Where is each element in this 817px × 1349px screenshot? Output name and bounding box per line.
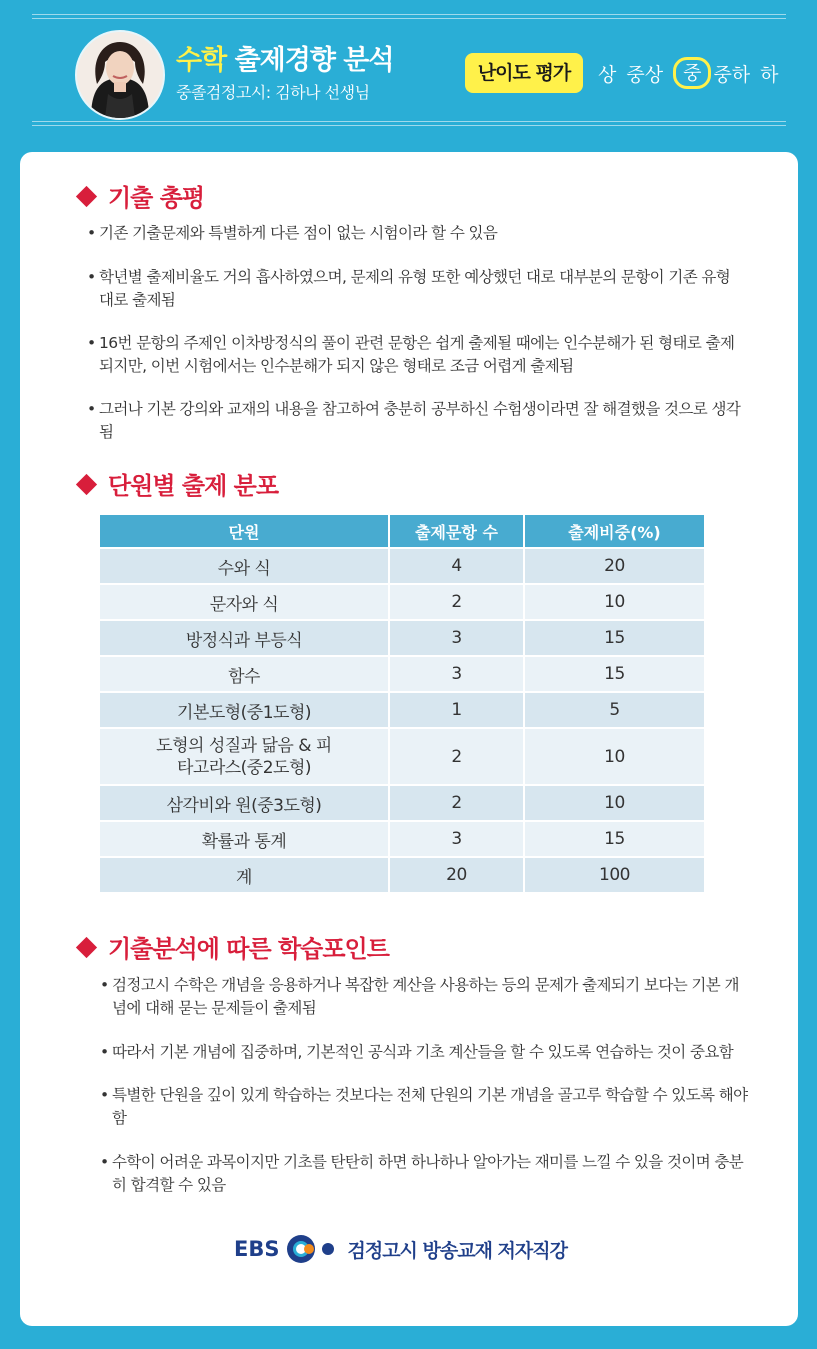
ebs-logo-icon [285, 1232, 337, 1266]
summary-bullet: • 기존 기출문제와 특별하게 다른 점이 없는 시험이라 할 수 있음 [87, 224, 498, 242]
level-low: 하 [760, 63, 779, 86]
ratio-cell: 10 [525, 729, 704, 784]
points-bullet: • 수학이 어려운 과목이지만 기초를 탄탄히 하면 하나하나 알아가는 재미를 느낄 수 있을 것이며 충분히 합격할 수 있음 [100, 1153, 744, 1194]
footer-text: 검정고시 방송교재 저자직강 [347, 1239, 567, 1262]
level-high: 상 [598, 63, 617, 86]
table-header: 출제문항 수 [390, 515, 523, 547]
header-divider-top-2 [32, 18, 786, 19]
content-card [20, 152, 798, 1326]
ratio-cell: 15 [525, 822, 704, 856]
table-row [100, 786, 704, 820]
points-section-title: 기출분석에 따른 학습포인트 [76, 929, 389, 964]
table-row [100, 549, 704, 583]
table-header: 단원 [100, 515, 388, 547]
count-cell: 3 [390, 621, 523, 655]
distribution-table [98, 513, 706, 894]
summary-bullet: • 16번 문항의 주제인 이차방정식의 풀이 관련 문항은 쉽게 출제될 때에는 인수분해가 된 형태로 출제되지만, 이번 시험에서는 인수분해가 되지 않은 형태로 조금 어렵게 출제됨 [87, 334, 735, 375]
table-row [100, 693, 704, 727]
header-divider-bottom [32, 121, 786, 122]
footer [234, 1232, 567, 1266]
ratio-cell: 5 [525, 693, 704, 727]
teacher-subtitle: 중졸검정고시: 김하나 선생님 [176, 83, 370, 102]
table-row [100, 585, 704, 619]
unit-cell: 기본도형(중1도형) [100, 693, 388, 727]
unit-cell: 함수 [100, 657, 388, 691]
unit-cell: 도형의 성질과 닮음 & 피타고라스(중2도형) [100, 729, 388, 784]
header-divider-bottom-2 [32, 125, 786, 126]
count-cell: 2 [390, 786, 523, 820]
ratio-cell: 15 [525, 657, 704, 691]
points-bullet: • 검정고시 수학은 개념을 응용하거나 복잡한 계산을 사용하는 등의 문제가 출제되기 보다는 기본 개념에 대해 묻는 문제들이 출제됨 [100, 976, 739, 1017]
diamond-icon [76, 186, 97, 207]
table-row [100, 822, 704, 856]
ratio-cell: 15 [525, 621, 704, 655]
summary-bullet: • 그러나 기본 강의와 교재의 내용을 참고하여 충분히 공부하신 수험생이라면 잘 해결했을 것으로 생각됨 [87, 400, 741, 441]
summary-bullet: • 학년별 출제비율도 거의 흡사하였으며, 문제의 유형 또한 예상했던 대로 대부분의 문항이 기존 유형대로 출제됨 [87, 268, 731, 309]
table-row [100, 621, 704, 655]
header-divider-top [32, 14, 786, 15]
points-bullet: • 따라서 기본 개념에 집중하며, 기본적인 공식과 기초 계산들을 할 수 있도록 연습하는 것이 중요함 [100, 1043, 734, 1061]
count-cell: 1 [390, 693, 523, 727]
distribution-section-title: 단원별 출제 분포 [76, 466, 278, 501]
count-cell: 3 [390, 657, 523, 691]
ratio-cell: 10 [525, 585, 704, 619]
unit-cell: 확률과 통계 [100, 822, 388, 856]
difficulty-badge: 난이도 평가 [465, 53, 583, 93]
ratio-cell: 10 [525, 786, 704, 820]
unit-cell: 계 [100, 858, 388, 892]
unit-cell: 문자와 식 [100, 585, 388, 619]
diamond-icon [76, 474, 97, 495]
difficulty-levels [598, 58, 789, 88]
table-row [100, 729, 704, 784]
title-text: 출제경향 분석 [226, 45, 394, 76]
level-mid-selected: 중 [673, 57, 711, 89]
count-cell: 20 [390, 858, 523, 892]
level-upper-mid: 중상 [626, 63, 664, 86]
ratio-cell: 20 [525, 549, 704, 583]
table-total-row [100, 858, 704, 892]
count-cell: 2 [390, 729, 523, 784]
summary-section-title: 기출 총평 [76, 178, 204, 213]
ebs-brand: EBS [234, 1237, 280, 1261]
points-bullet: • 특별한 단원을 깊이 있게 학습하는 것보다는 전체 단원의 기본 개념을 골고루 학습할 수 있도록 해야 함 [100, 1086, 748, 1127]
table-row [100, 657, 704, 691]
count-cell: 2 [390, 585, 523, 619]
table-header: 출제비중(%) [525, 515, 704, 547]
unit-cell: 삼각비와 원(중3도형) [100, 786, 388, 820]
unit-cell: 방정식과 부등식 [100, 621, 388, 655]
count-cell: 3 [390, 822, 523, 856]
diamond-icon [76, 937, 97, 958]
ratio-cell: 100 [525, 858, 704, 892]
subject-label: 수학 [176, 45, 227, 76]
teacher-avatar [75, 30, 165, 120]
level-lower-mid: 중하 [713, 63, 751, 86]
unit-cell: 수와 식 [100, 549, 388, 583]
count-cell: 4 [390, 549, 523, 583]
page-title [176, 38, 393, 77]
